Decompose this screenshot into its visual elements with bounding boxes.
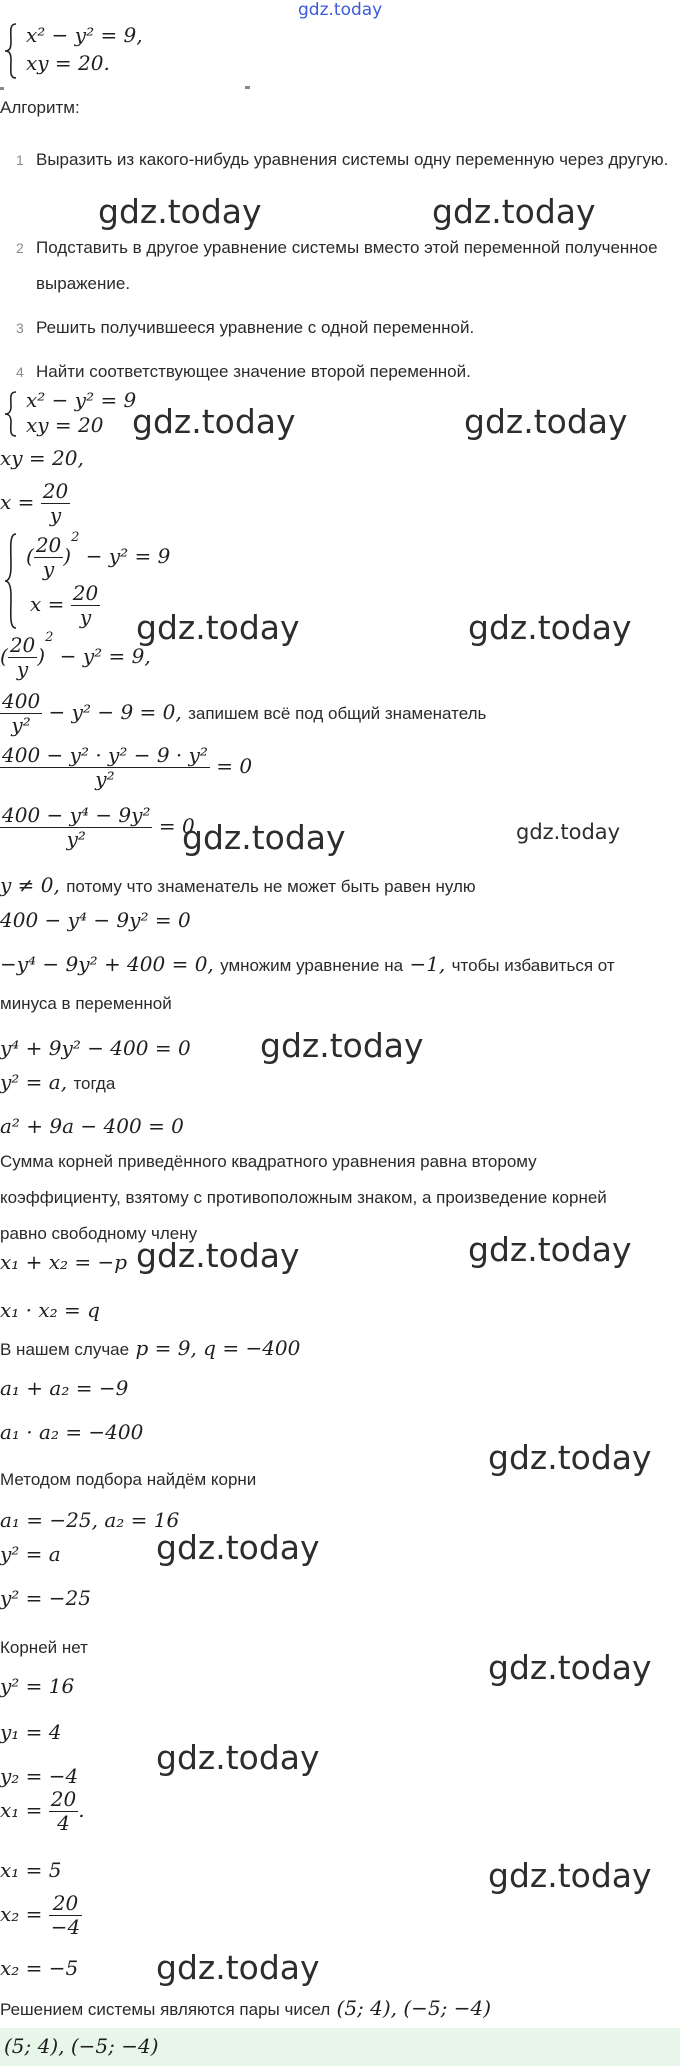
- answer-text: (5; 4), (−5; −4): [4, 2034, 159, 2058]
- comment-text: чтобы избавиться от: [451, 956, 615, 975]
- equation-part: x₂ =: [0, 1902, 43, 1926]
- fraction-numerator: 20: [49, 1892, 82, 1916]
- fraction-denominator: y: [16, 657, 29, 681]
- system-eq1: x² − y² = 9: [26, 388, 137, 412]
- equation-line: x₁ = 5: [0, 1858, 62, 1882]
- watermark: gdz.today: [156, 1528, 320, 1567]
- equation-line: y² = −25: [0, 1586, 91, 1610]
- fraction-denominator: y²: [66, 827, 86, 851]
- equation-part: − y² − 9 = 0,: [48, 700, 182, 724]
- equation-part: −1,: [409, 952, 446, 976]
- algorithm-title: Алгоритм:: [0, 98, 80, 117]
- equation-line: [0, 690, 680, 737]
- equation-part: (5; 4), (−5; −4): [336, 1996, 492, 2020]
- watermark: gdz.today: [136, 608, 300, 647]
- system-eq2: xy = 20.: [26, 51, 110, 75]
- fraction-denominator: y²: [95, 767, 115, 791]
- left-brace-icon: [3, 390, 19, 438]
- divider: [0, 87, 4, 90]
- equation-part: −y⁴ − 9y² + 400 = 0,: [0, 952, 214, 976]
- equation-line: y² = a: [0, 1542, 61, 1566]
- step-text: Решить получившееся уравнение с одной переменной.: [36, 318, 475, 337]
- left-brace-icon: [3, 532, 19, 630]
- step-number: 1: [16, 152, 24, 168]
- equation-line: [0, 1892, 680, 1939]
- fraction: [71, 582, 100, 629]
- equation-line: [0, 744, 680, 791]
- equation-line: [0, 1336, 680, 1360]
- watermark: gdz.today: [136, 1236, 300, 1275]
- equation-line: [0, 1996, 680, 2020]
- left-brace-icon: [3, 22, 19, 80]
- equation-line: x₁ = $\frac{20}{4}$ .: [0, 1787, 85, 1835]
- step-text: Подставить в другое уравнение системы вместо этой переменной полученное выражение.: [36, 238, 658, 293]
- equation-line: y⁴ + 9y² − 400 = 0: [0, 1036, 191, 1060]
- comment-text: Корней нет: [0, 1638, 88, 1657]
- equation-line: x₂ = −5: [0, 1956, 79, 1980]
- step-number: 4: [16, 364, 24, 380]
- equation-line: y₂ = −4: [0, 1764, 79, 1788]
- step-number: 2: [16, 240, 24, 256]
- equation-part: y² = a,: [0, 1070, 68, 1094]
- watermark: gdz.today: [488, 1648, 652, 1687]
- fraction-numerator: 400 − y² · y² − 9 · y²: [2, 743, 208, 767]
- watermark: gdz.today: [488, 1856, 652, 1895]
- equation-line: x₁ · x₂ = q: [0, 1298, 100, 1322]
- fraction: $\frac{400}{\text{y²}}$: [2, 689, 41, 737]
- fraction: [49, 1788, 78, 1835]
- comment-text: умножим уравнение на: [220, 956, 404, 975]
- fraction-numerator: 20: [9, 633, 36, 657]
- equation-line: xy = 20,: [0, 446, 84, 470]
- equation-line: [0, 873, 680, 897]
- answer-box: [0, 2028, 680, 2066]
- fraction: [41, 480, 70, 527]
- comment-text: Сумма корней приведённого квадратного уравнения равна второму: [0, 1152, 537, 1171]
- fraction-numerator: 20: [35, 533, 62, 557]
- watermark: gdz.today: [516, 820, 621, 844]
- equation-line: [0, 1070, 680, 1094]
- equation-part: − y² = 9,: [59, 644, 151, 668]
- equation-line: a₁ · a₂ = −400: [0, 1420, 144, 1444]
- comment-text: Методом подбора найдём корни: [0, 1470, 257, 1489]
- fraction-denominator: y: [49, 503, 62, 527]
- fraction-denominator: y: [79, 605, 92, 629]
- system-eq2: [30, 582, 100, 629]
- watermark: gdz.today: [156, 1948, 320, 1987]
- comment-text: потому что знаменатель не может быть равен нулю: [66, 877, 476, 896]
- fraction-denominator: y²: [11, 713, 31, 737]
- step-number: 3: [16, 320, 24, 336]
- fraction-denominator: 4: [57, 1811, 70, 1835]
- equation-part: x₁ =: [0, 1798, 43, 1822]
- equation-line: x₁ + x₂ = −p: [0, 1250, 128, 1274]
- comment-text: коэффициенту, взятому с противоположным знаком, а произведение корней: [0, 1188, 607, 1207]
- divider: [245, 86, 250, 89]
- equation-line: [0, 480, 680, 527]
- fraction-numerator: 20: [50, 1787, 77, 1811]
- watermark-top: gdz.today: [298, 0, 383, 20]
- system-of-equations: [0, 18, 200, 80]
- equation-part: p = 9, q = −400: [135, 1336, 301, 1360]
- watermark: gdz.today: [464, 402, 628, 441]
- watermark: gdz.today: [468, 608, 632, 647]
- comment-text: равно свободному члену: [0, 1224, 198, 1243]
- equation-line: a₁ = −25, a₂ = 16: [0, 1508, 180, 1532]
- fraction: [49, 1892, 82, 1939]
- watermark: gdz.today: [260, 1026, 424, 1065]
- comment-text: В нашем случае: [0, 1340, 130, 1359]
- equation-part: x =: [0, 490, 35, 514]
- comment-text: минуса в переменной: [0, 994, 172, 1013]
- system-eq2: xy = 20: [26, 413, 104, 437]
- fraction-denominator: y: [42, 557, 55, 581]
- equation-line: y₁ = 4: [0, 1720, 62, 1744]
- equation-line: y² = 16: [0, 1674, 75, 1698]
- equation-line: a² + 9a − 400 = 0: [0, 1114, 184, 1138]
- watermark: gdz.today: [432, 192, 596, 231]
- fraction: [8, 634, 37, 681]
- fraction: [34, 534, 63, 581]
- fraction: [0, 744, 210, 791]
- equation-part: = 0: [216, 754, 253, 778]
- equation-line: 400 − y⁴ − 9y² = 0: [0, 908, 191, 932]
- fraction-denominator: −4: [50, 1915, 81, 1939]
- comment-text: Решением системы являются пары чисел: [0, 2000, 331, 2019]
- equation-part: − y² = 9: [85, 544, 171, 568]
- comment-text: запишем всё под общий знаменатель: [188, 704, 487, 723]
- step-text: Выразить из какого-нибудь уравнения системы одну переменную через другую.: [36, 150, 669, 169]
- fraction: [0, 804, 152, 851]
- watermark: gdz.today: [468, 1230, 632, 1269]
- watermark: gdz.today: [488, 1438, 652, 1477]
- fraction-numerator: 400 − y⁴ − 9y²: [2, 803, 151, 827]
- comment-text: тогда: [73, 1074, 116, 1093]
- fraction-numerator: 20: [72, 581, 99, 605]
- equation-line: [0, 952, 680, 976]
- watermark: gdz.today: [98, 192, 262, 231]
- equation-part: x =: [30, 592, 65, 616]
- equation-line: a₁ + a₂ = −9: [0, 1376, 129, 1400]
- equation-line: ( $\frac{20}{y}$ )$^2$ − y² = 9,: [0, 630, 151, 681]
- watermark: gdz.today: [182, 818, 346, 857]
- step-text: Найти соответствующее значение второй переменной.: [36, 362, 471, 381]
- watermark: gdz.today: [132, 402, 296, 441]
- system-eq1: ( $\frac{20}{y}$ )$^2$ − y² = 9: [26, 530, 171, 581]
- watermark: gdz.today: [156, 1738, 320, 1777]
- system-eq1: x² − y² = 9,: [26, 23, 143, 47]
- equation-part: = 0: [158, 814, 195, 838]
- equation-part: y ≠ 0,: [0, 873, 60, 897]
- fraction-numerator: 20: [42, 479, 69, 503]
